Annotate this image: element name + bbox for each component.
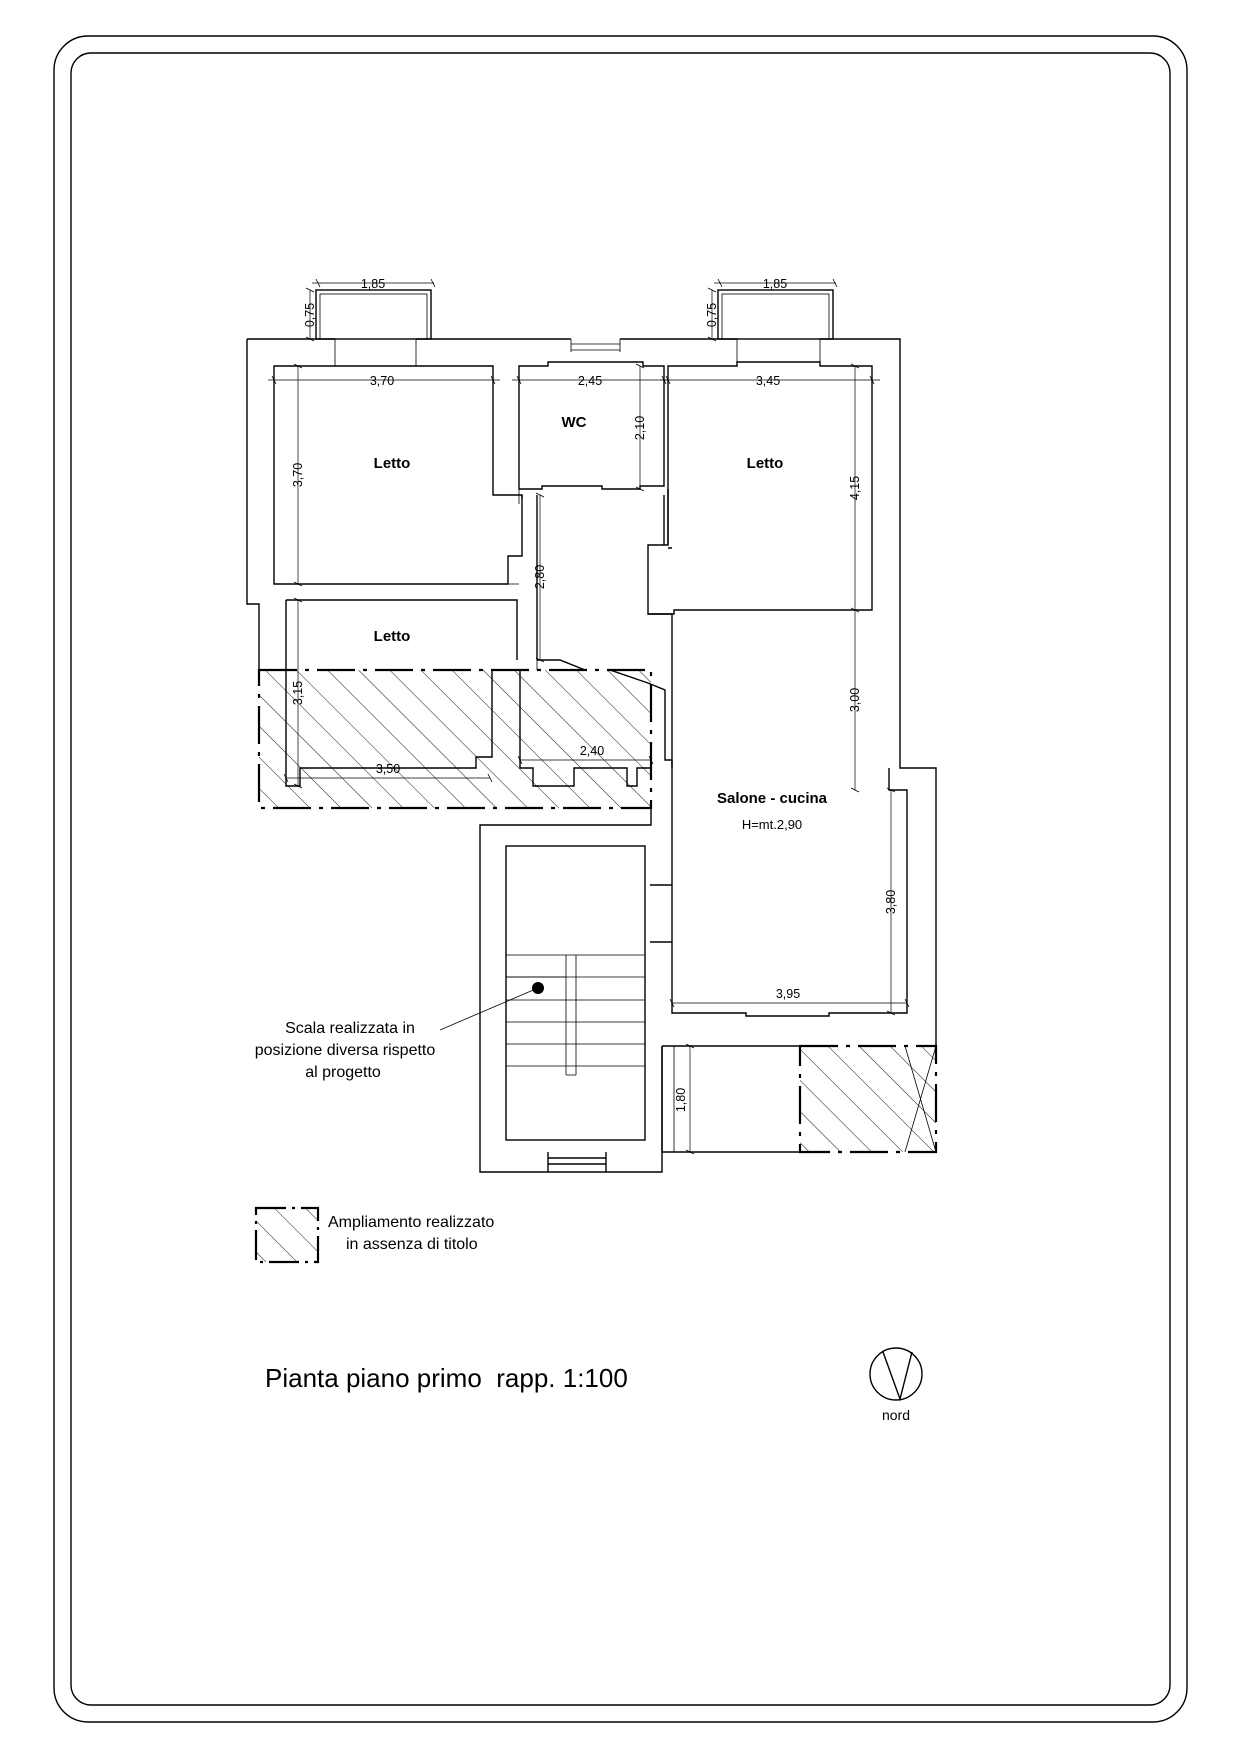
dim-balcony-right-width: 1,85 — [762, 277, 788, 291]
dim-middle-width: 2,40 — [579, 744, 605, 758]
dim-salone-upper: 3,00 — [848, 687, 862, 713]
dim-letto-2-width: 3,45 — [755, 374, 781, 388]
dim-letto-3-depth: 3,15 — [291, 680, 305, 706]
dim-salone-width: 3,95 — [775, 987, 801, 1001]
dim-balcony-left-depth: 0,75 — [303, 302, 317, 328]
dim-terrace-depth: 1,80 — [674, 1087, 688, 1113]
dim-letto-2-depth: 4,15 — [848, 475, 862, 501]
dim-wc-depth: 2,10 — [633, 415, 647, 441]
staircase — [440, 955, 645, 1075]
legend-line-1: Ampliamento realizzato — [328, 1214, 495, 1231]
dim-salone-depth: 3,80 — [884, 889, 898, 915]
dim-balcony-right-depth: 0,75 — [705, 302, 719, 328]
stair-note-line-2: posizione diversa rispetto — [254, 1042, 436, 1059]
terrace — [674, 1046, 800, 1152]
room-height-salone: H=mt.2,90 — [741, 817, 803, 832]
room-label-wc: WC — [561, 414, 587, 431]
room-label-letto-1: Letto — [373, 455, 411, 472]
legend-swatch — [256, 1208, 318, 1262]
dim-letto-1-depth: 3,70 — [291, 462, 305, 488]
balconies — [316, 290, 833, 339]
dim-letto-1-width: 3,70 — [369, 374, 395, 388]
legend — [328, 1214, 494, 1253]
stair-note-line-3: al progetto — [305, 1064, 381, 1081]
stair-note-line-1: Scala realizzata in — [285, 1020, 415, 1037]
room-label-salone: Salone - cucina — [716, 790, 828, 807]
stair-note — [255, 1020, 436, 1081]
north-arrow-icon — [870, 1348, 922, 1400]
sheet-frame — [54, 36, 1187, 1722]
drawing-title: Pianta piano primo rapp. 1:100 — [265, 1363, 628, 1393]
room-label-letto-3: Letto — [373, 628, 411, 645]
dim-corridor-length: 2,80 — [533, 564, 547, 590]
dim-wc-width: 2,45 — [577, 374, 603, 388]
north-label: nord — [881, 1407, 911, 1423]
dim-letto-3-width: 3,50 — [375, 762, 401, 776]
room-label-letto-2: Letto — [746, 455, 784, 472]
legend-line-2: in assenza di titolo — [346, 1236, 478, 1253]
dim-balcony-left-width: 1,85 — [360, 277, 386, 291]
